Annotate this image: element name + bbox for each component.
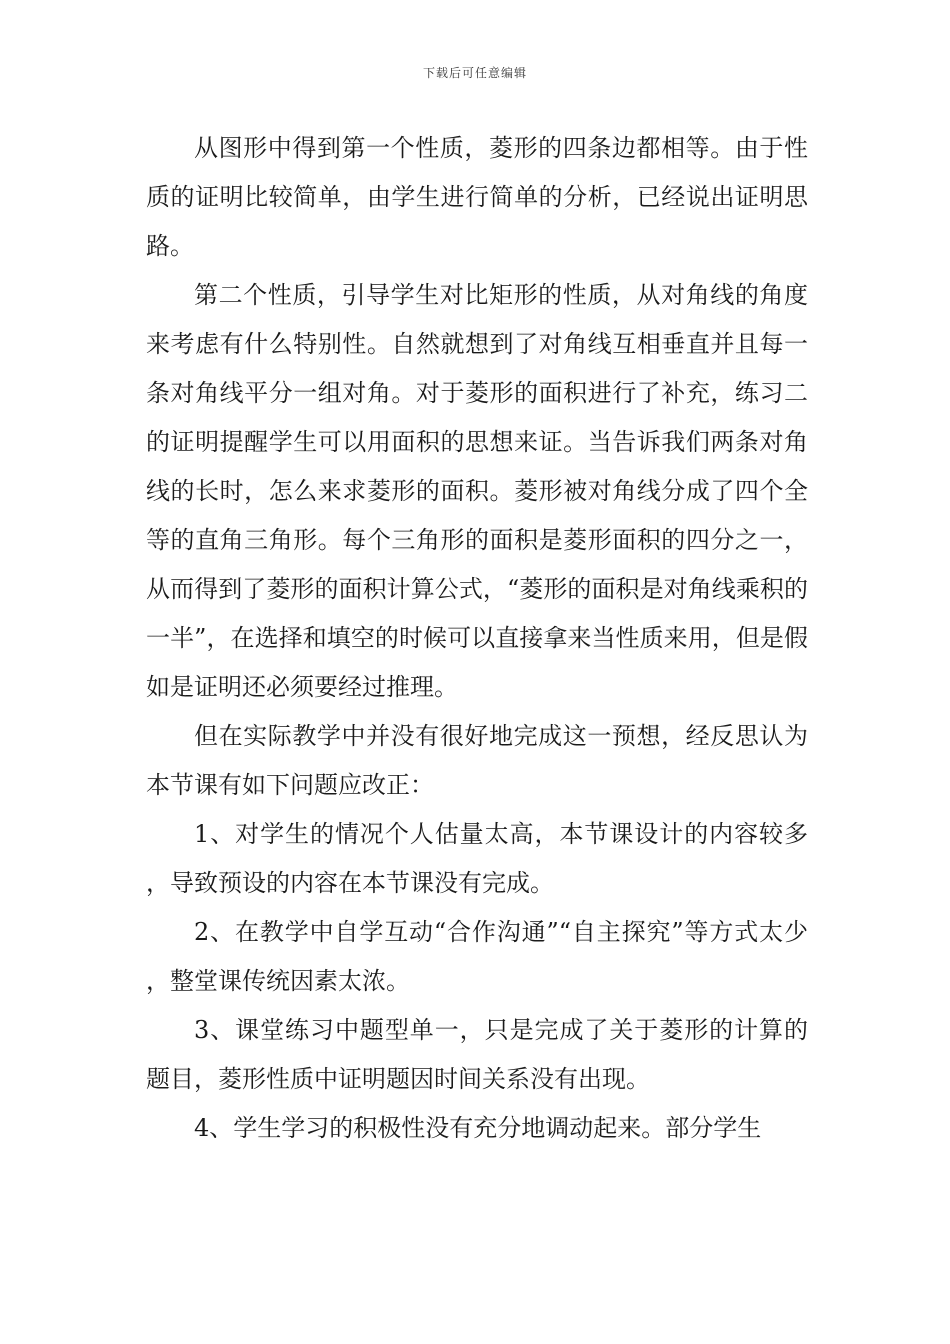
paragraph-diamond-property-two: 第二个性质，引导学生对比矩形的性质，从对角线的角度来考虑有什么特别性。自然就想到了对角线互相垂直并且每一条对角线平分一组对角。对于菱形的面积进行了补充，练习二的证明提醒学生可以用面积的思想来证。当告诉我们两条对角线的长时，怎么来求菱形的面积。菱形被对角线分成了四个全等的直角三角形。每个三角形的面积是菱形面积的四分之一，从而得到了菱形的面积计算公式，“菱形的面积是对角线乘积的一半”，在选择和填空的时候可以直接拿来当性质来用，但是假如是证明还必须要经过推理。 xyxy=(146,281,808,701)
paragraph-issue-1: 1、对学生的情况个人估量太高，本节课设计的内容较多，导致预设的内容在本节课没有完成。 xyxy=(146,820,808,897)
paragraph-issue-4: 4、学生学习的积极性没有充分地调动起来。部分学生 xyxy=(194,1114,762,1142)
page-header: 下载后可任意编辑 xyxy=(422,66,527,80)
paragraph-issue-3: 3、课堂练习中题型单一，只是完成了关于菱形的计算的题目，菱形性质中证明题因时间关系没有出现。 xyxy=(146,1016,808,1093)
paragraph-issue-2: 2、在教学中自学互动“合作沟通”“自主探究”等方式太少，整堂课传统因素太浓。 xyxy=(146,918,808,995)
paragraph-reflection-intro: 但在实际教学中并没有很好地完成这一预想，经反思认为本节课有如下问题应改正： xyxy=(146,722,808,799)
paragraph-diamond-property-one: 从图形中得到第一个性质，菱形的四条边都相等。由于性质的证明比较简单，由学生进行简单的分析，已经说出证明思路。 xyxy=(146,134,808,260)
document-body xyxy=(146,124,808,1153)
